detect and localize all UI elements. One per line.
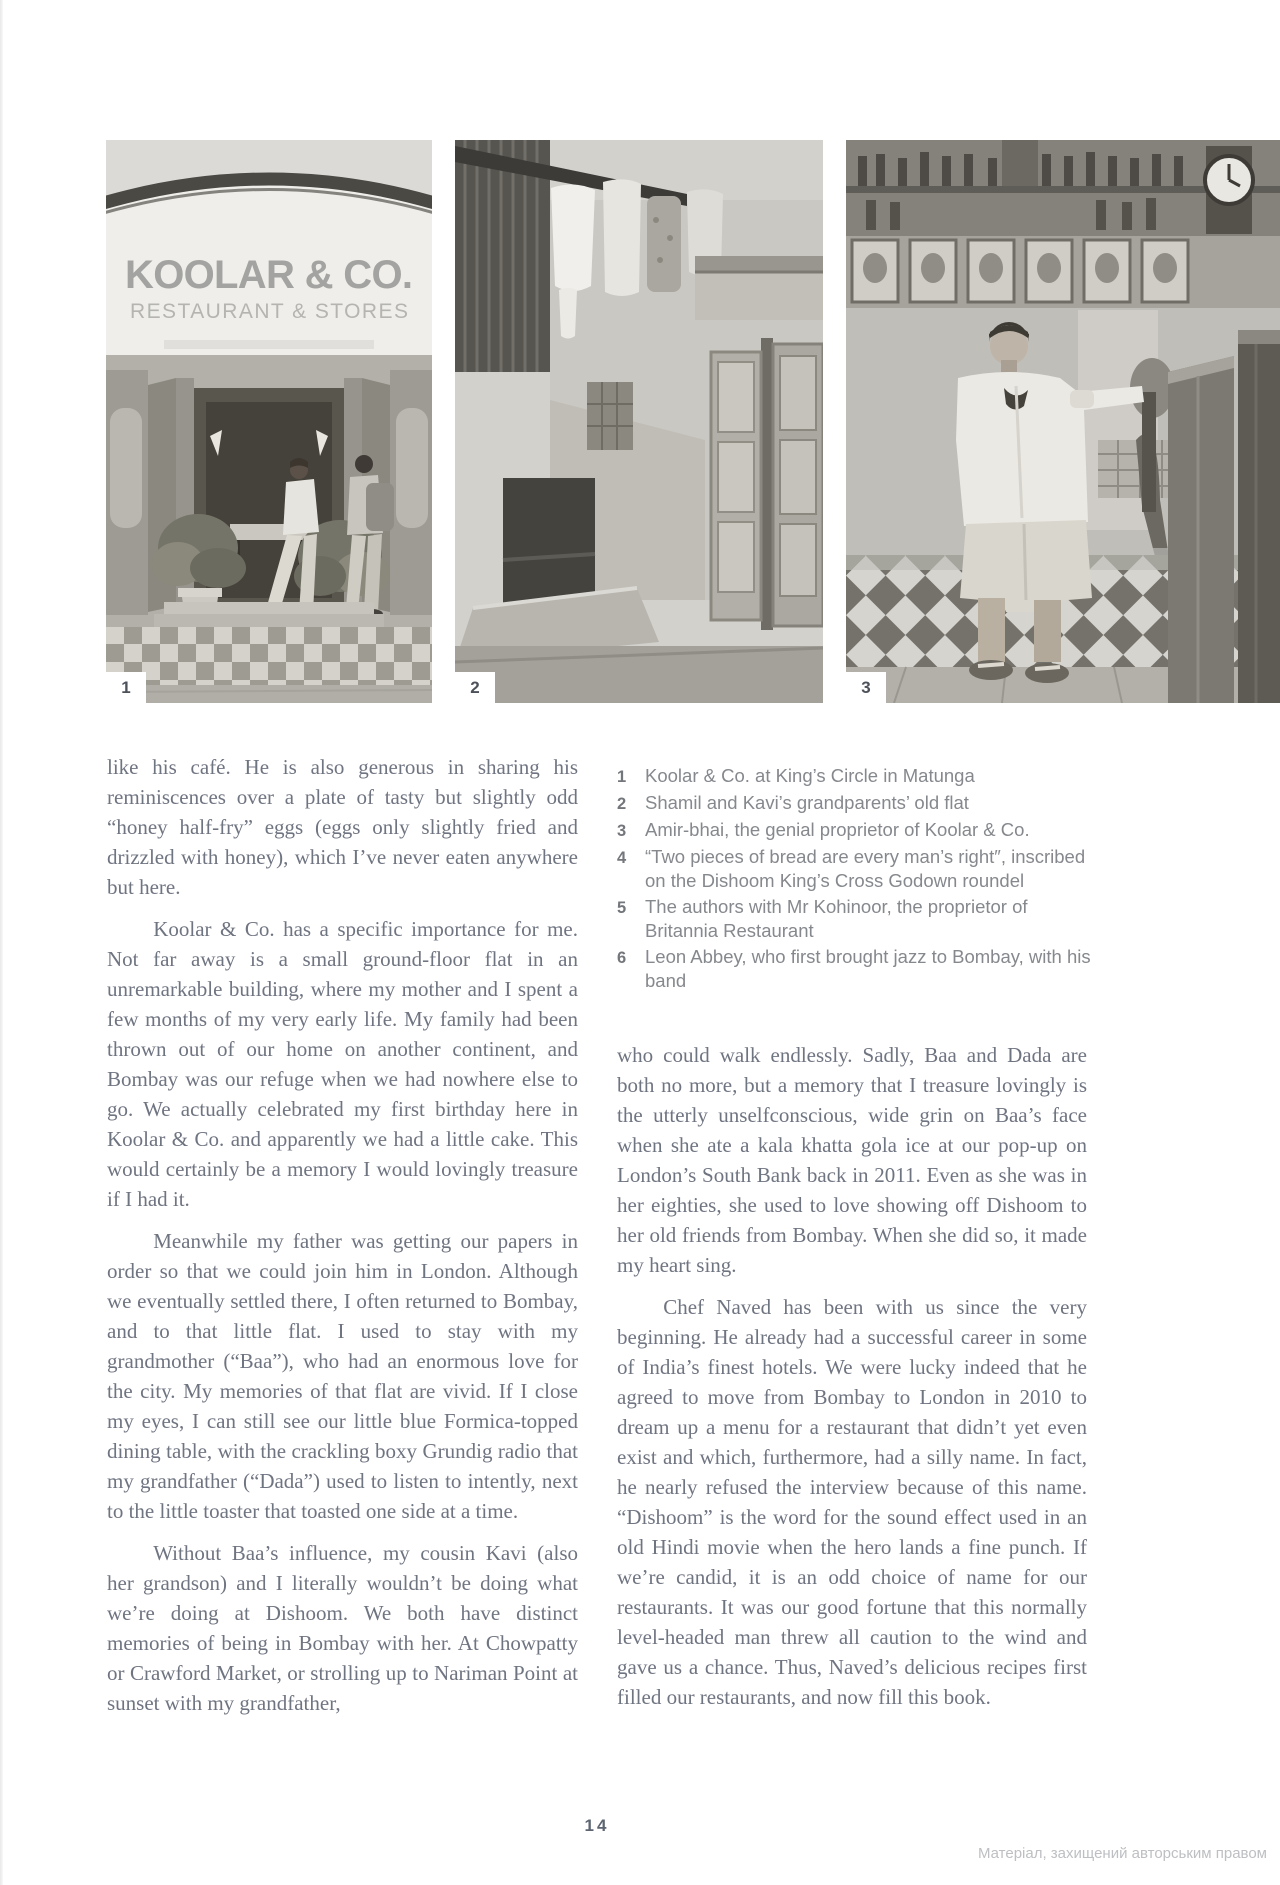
caption-item <box>617 791 1091 816</box>
paragraph: like his café. He is also generous in sharing his reminiscences over a plate of tasty but slightly odd “honey half-fry” eggs (eggs only slightly fried and drizzled with honey), which I’ve never eaten anywhere but here. <box>107 755 578 899</box>
page-number: 14 <box>584 1816 610 1835</box>
photo2-number-label <box>455 672 495 703</box>
photo-koolar-storefront <box>106 140 432 703</box>
photo-old-flat-illustration <box>455 140 823 703</box>
photo1-sign-subtitle: RESTAURANT & STORES <box>130 300 408 323</box>
photo-caption-list <box>617 764 1091 993</box>
caption-number: 5 <box>617 899 627 917</box>
caption-number: 3 <box>617 822 627 840</box>
caption-item <box>617 945 1091 993</box>
photo1-number: 1 <box>121 677 131 697</box>
photo3-number: 3 <box>861 677 871 697</box>
caption-item <box>617 764 1091 789</box>
caption-text: The authors with Mr Kohinoor, the proprietor of Britannia Restaurant <box>645 896 1028 941</box>
paragraph: who could walk endlessly. Sadly, Baa and Dada are both no more, but a memory that I treasure lovingly is the utterly unselfconscious, wide grin on Baa’s face when she ate a kala khatta gola ice at our pop-up on London’s South Bank back in 2011. Even as she was in her eighties, she used to love showing off Dishoom to her old friends from Bombay. When she did so, it made my heart sing. <box>617 1043 1087 1277</box>
caption-item <box>617 845 1091 893</box>
caption-item <box>617 818 1091 843</box>
caption-text: Amir-bhai, the genial proprietor of Koolar & Co. <box>645 819 1030 840</box>
scan-edge-shading <box>0 0 3 1885</box>
caption-number: 2 <box>617 795 627 813</box>
photo-old-flat <box>455 140 823 703</box>
paragraph: Koolar & Co. has a specific importance for me. Not far away is a small ground-floor flat in an unremarkable building, where my mother and I spent a few months of my very early life. My family had been thrown out of our home on another continent, and Bombay was our refuge when we had nowhere else to go. We actually celebrated my first birthday here in Koolar & Co. and apparently we had a little cake. This would certainly be a memory I would lovingly treasure if I had it. <box>107 917 578 1211</box>
caption-text: “Two pieces of bread are every man’s right″, inscribed on the Dishoom King’s Cross Godown roundel <box>645 846 1086 891</box>
caption-text: Koolar & Co. at King’s Circle in Matunga <box>645 765 975 786</box>
photo-amir-bhai <box>846 140 1280 703</box>
caption-number: 6 <box>617 949 627 967</box>
photo2-number: 2 <box>470 677 480 697</box>
paragraph: Meanwhile my father was getting our papers in order so that we could join him in London. Although we eventually settled there, I often returned to Bombay, and to that little flat. I used to stay with my grandmother (“Baa”), who had an enormous love for the city. My memories of that flat are vivid. If I close my eyes, I can still see our little blue Formica-topped dining table, with the crackling boxy Grundig radio that my grandfather (“Dada”) used to listen to intently, next to the little toaster that toasted one side at a time. <box>107 1229 578 1523</box>
photo3-number-label <box>846 672 886 703</box>
photo3-wood-partition <box>1168 330 1280 703</box>
caption-item <box>617 895 1091 943</box>
body-right-column <box>617 1040 1087 1712</box>
photo1-sign-title: KOOLAR & CO. <box>125 253 413 297</box>
caption-number: 4 <box>617 849 627 867</box>
caption-number: 1 <box>617 768 627 786</box>
photo-amir-bhai-illustration <box>846 140 1280 703</box>
paragraph: Chef Naved has been with us since the very beginning. He already had a successful career in some of India’s finest hotels. We were lucky indeed that he agreed to move from Bombay to London in 2010 to dream up a menu for a restaurant that didn’t yet even exist and which, furthermore, had a silly name. In fact, he nearly refused the interview because of this name. “Dishoom” is the word for the sound effect used in an old Hindi movie when the hero lands a fine punch. If we’re candid, it is an odd choice of name for our restaurants. It was our good fortune that this normally level-headed man threw all caution to the wind and gave us a chance. Thus, Naved’s delicious recipes first filled our restaurants, and now fill this book. <box>617 1295 1087 1709</box>
copyright-notice: Матеріал, захищений авторським правом <box>977 1845 1267 1862</box>
paragraph: Without Baa’s influence, my cousin Kavi (also her grandson) and I literally wouldn’t be doing what we’re doing at Dishoom. We both have distinct memories of being in Bombay with her. At Chowpatty or Crawford Market, or strolling up to Nariman Point at sunset with my grandfather, <box>107 1541 578 1715</box>
photo1-number-label <box>106 672 146 703</box>
body-left-column <box>107 752 578 1718</box>
caption-text: Leon Abbey, who first brought jazz to Bombay, with his band <box>645 946 1091 991</box>
photo-koolar-storefront-illustration <box>106 140 432 703</box>
caption-text: Shamil and Kavi’s grandparents’ old flat <box>645 792 969 813</box>
